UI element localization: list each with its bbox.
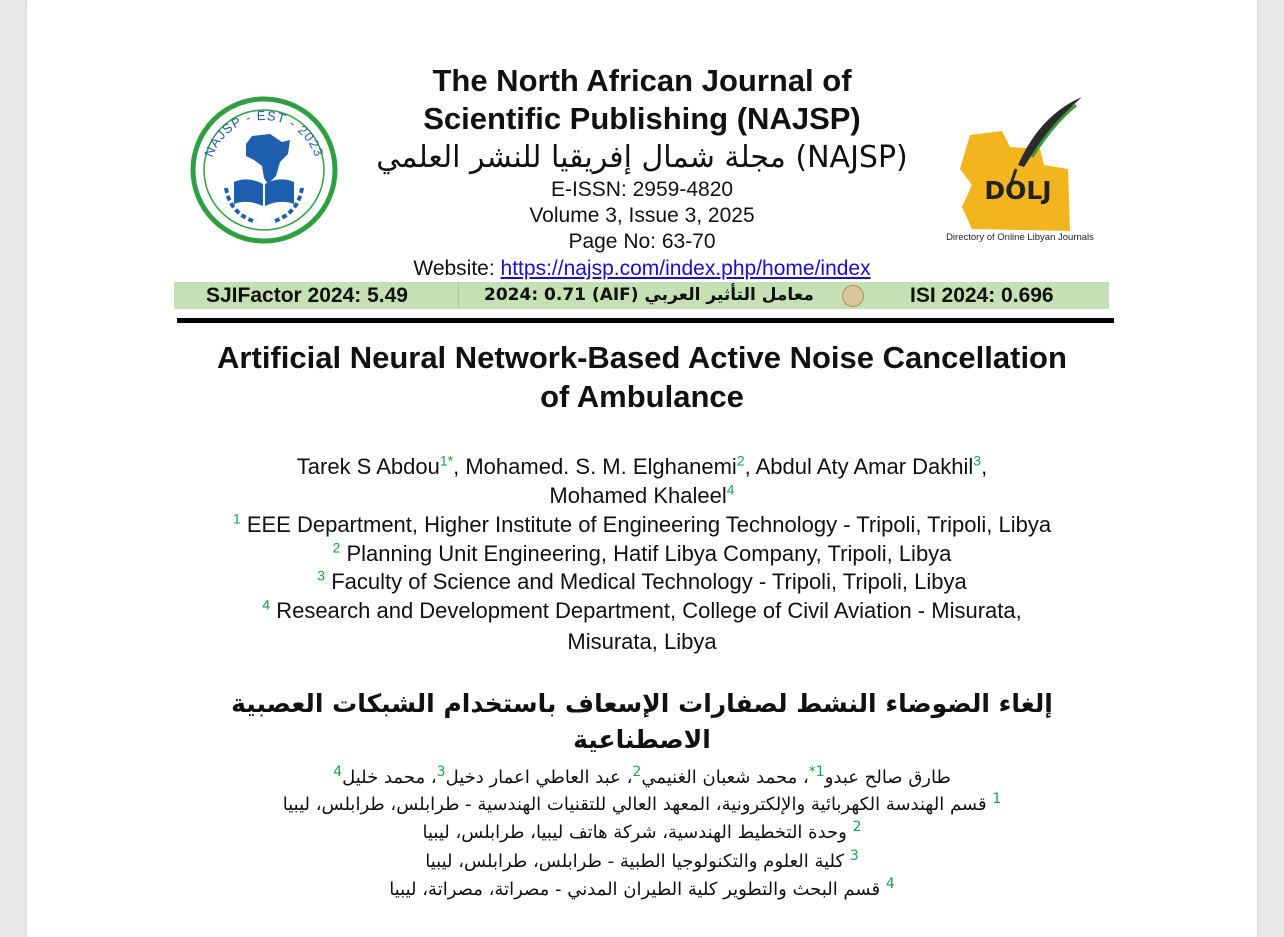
website-line xyxy=(327,256,957,282)
affiliation-1 xyxy=(167,510,1117,539)
affiliation-num: 1 xyxy=(232,510,241,527)
author-name: Tarek S Abdou xyxy=(296,454,440,479)
journal-title-arabic: مجلة شمال إفريقيا للنشر العلمي (NAJSP) xyxy=(376,140,908,175)
arabic-affiliation-text: قسم الهندسة الكهربائية والإلكترونية، المعهد العالي للتقنيات الهندسية - طرابلس، طرابلس، ليبيا xyxy=(282,794,987,815)
affiliation-text: Faculty of Science and Medical Technology - Tripoli, Tripoli, Libya xyxy=(331,569,967,594)
affiliation-text-cont: Misurata, Libya xyxy=(567,629,717,654)
affiliation-3 xyxy=(167,567,1117,596)
dolj-caption: Directory of Online Libyan Journals xyxy=(946,232,1094,243)
arabic-affiliation-num: 4 xyxy=(885,876,895,892)
paper-title-line2: of Ambulance xyxy=(540,379,744,414)
paper-title xyxy=(167,338,1117,416)
arabic-author-sup: 1* xyxy=(808,764,825,780)
website-link[interactable]: https://najsp.com/index.php/home/index xyxy=(500,257,871,280)
journal-title xyxy=(327,62,957,138)
author-name: Mohamed. S. M. Elghanemi xyxy=(465,454,737,479)
page-numbers: Page No: 63-70 xyxy=(568,230,716,253)
bar-divider xyxy=(458,282,459,309)
arabic-affiliation-num: 1 xyxy=(992,791,1002,807)
arabic-author-sup: 4 xyxy=(333,764,343,780)
journal-title-line1: The North African Journal of xyxy=(432,63,852,98)
arabic-affiliation-2 xyxy=(167,819,1117,847)
isi-value: ISI 2024: 0.696 xyxy=(910,284,1054,307)
logo-ring-text: NAJSP - EST - 2023 xyxy=(201,107,327,160)
arabic-affiliation-text: قسم البحث والتطوير كلية الطيران المدني - مصراتة، مصراتة، ليبيا xyxy=(389,879,881,900)
arabic-author-name: محمد شعبان الغنيمي xyxy=(641,767,798,788)
arabic-affiliation-text: وحدة التخطيط الهندسية، شركة هاتف ليبيا، طرابلس، ليبيا xyxy=(422,822,847,843)
arabic-affiliation-4 xyxy=(167,876,1117,904)
affiliation-4 xyxy=(167,596,1117,656)
impact-factor-bar xyxy=(174,282,1109,309)
author-sup: 4 xyxy=(726,481,735,498)
sjif-value: SJIFactor 2024: 5.49 xyxy=(206,284,408,307)
dolj-text: DOLJ xyxy=(984,176,1052,205)
eissn: E-ISSN: 2959-4820 xyxy=(550,178,734,201)
arabic-affiliation-text: كلية العلوم والتكنولوجيا الطبية - طرابلس، طرابلس، ليبيا xyxy=(425,851,845,872)
arabic-author-sup: 3 xyxy=(436,764,446,780)
author-sup: 2 xyxy=(736,452,745,469)
author-sup: 1* xyxy=(439,452,454,469)
affiliation-num: 3 xyxy=(317,567,326,584)
author-name: Abdul Aty Amar Dakhil xyxy=(755,454,974,479)
affiliation-text: Planning Unit Engineering, Hatif Libya Company, Tripoli, Libya xyxy=(346,541,952,566)
arabic-affiliation-num: 2 xyxy=(852,819,862,835)
arabic-affiliation-1 xyxy=(167,791,1117,819)
arabic-author-name: عبد العاطي اعمار دخيل xyxy=(445,767,621,788)
najsp-logo xyxy=(190,96,338,244)
affiliation-text: Research and Development Department, College of Civil Aviation - Misurata, xyxy=(276,598,1022,623)
arabic-author-list: طارق صالح عبدو$^{1*}$، محمد شعبان الغنيمي$^2$، عبد العاطي اعمار دخيل$^3$، محمد خليل$^4$ xyxy=(333,764,951,788)
affiliation-2 xyxy=(167,539,1117,568)
affiliation-num: 4 xyxy=(262,596,271,613)
website-label: Website: xyxy=(413,257,495,280)
volume-issue: Volume 3, Issue 3, 2025 xyxy=(529,204,755,227)
arabic-author-sup: 2 xyxy=(632,764,642,780)
affiliation-num: 2 xyxy=(332,539,341,556)
author-list: Tarek S Abdou$^{1*}$, Mohamed. S. M. Elghanemi$^2$, Abdul Aty Amar Dakhil$^3$, Mohamed Khaleel$^4$ xyxy=(296,452,988,508)
affiliation-text: EEE Department, Higher Institute of Engineering Technology - Tripoli, Tripoli, Libya xyxy=(246,512,1052,537)
paper-title-line1: Artificial Neural Network-Based Active Noise Cancellation xyxy=(217,340,1067,375)
aif-value: معامل التأثير العربي (AIF) 2024: 0.71 xyxy=(484,285,814,305)
arabic-paper-title: إلغاء الضوضاء النشط لصفارات الإسعاف باستخدام الشبكات العصبية الاصطناعية xyxy=(231,689,1053,754)
arabic-affiliation-3 xyxy=(167,848,1117,876)
arabic-affiliation-num: 3 xyxy=(849,848,859,864)
document-page xyxy=(27,0,1257,937)
aif-seal-icon xyxy=(842,285,864,307)
arabic-author-name: طارق صالح عبدو xyxy=(824,767,951,788)
header-divider xyxy=(177,318,1114,323)
dolj-logo xyxy=(932,95,1107,250)
journal-title-line2: Scientific Publishing (NAJSP) xyxy=(423,101,861,136)
author-name: Mohamed Khaleel xyxy=(549,483,727,508)
arabic-author-name: محمد خليل xyxy=(342,767,426,788)
author-sup: 3 xyxy=(973,452,982,469)
